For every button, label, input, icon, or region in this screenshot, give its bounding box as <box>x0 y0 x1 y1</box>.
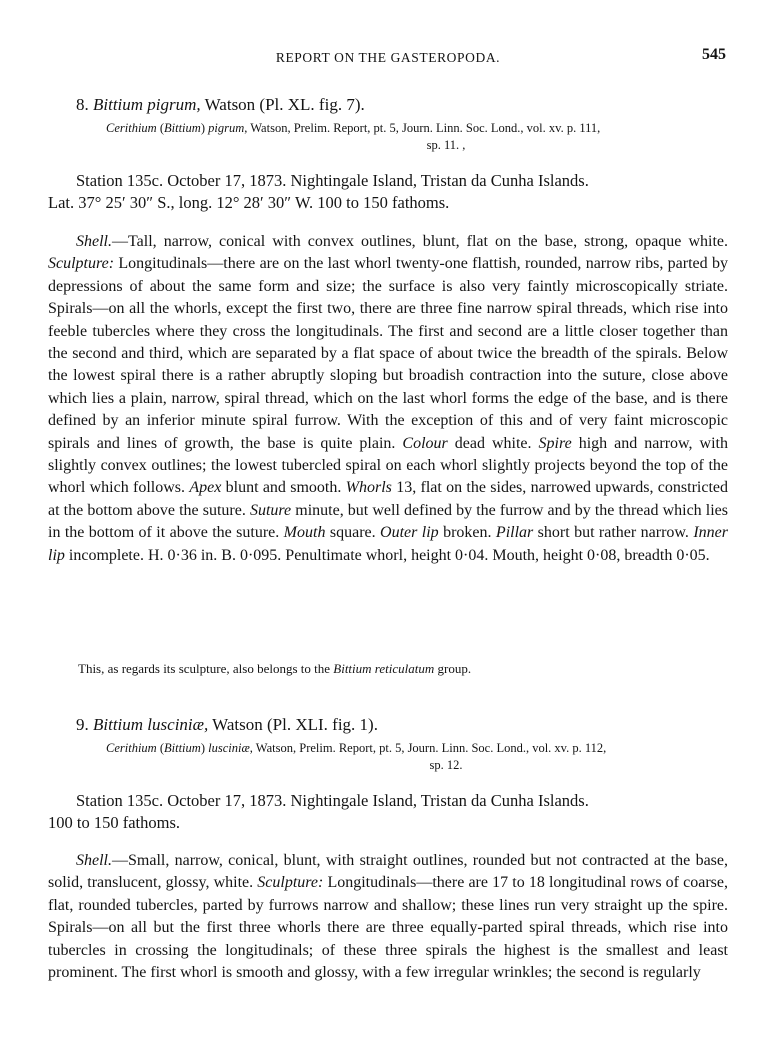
species-9-synonymy <box>48 740 776 774</box>
species-9-description <box>48 850 728 984</box>
species-name: Bittium pigrum, <box>93 95 201 114</box>
remark-species: Bittium reticulatum <box>333 661 435 676</box>
whorls-text: 13, flat on the sides, narrowed upwards, constricted at the bottom above the suture. <box>48 479 729 519</box>
suture-label: Suture <box>249 501 292 519</box>
species-number: 9. <box>76 715 89 734</box>
shell-label: Shell. <box>76 852 112 869</box>
station-line: Station 135c. October 17, 1873. Nightingale Island, Tristan da Cunha Islands. <box>76 171 589 190</box>
syn-reference: , Watson, Prelim. Report, pt. 5, Journ. Linn. Soc. Lond., vol. xv. p. 112, <box>249 741 607 755</box>
station-line: Lat. 37° 25′ 30″ S., long. 12° 28′ 30″ W. 100 to 150 fathoms. <box>48 193 450 212</box>
species-name: Bittium lusciniæ, <box>93 715 209 734</box>
spire-label: Spire <box>538 434 572 452</box>
species-8-title <box>48 94 728 116</box>
syn-genus: Cerithium <box>106 741 157 755</box>
colour-text: dead white. <box>447 434 539 452</box>
whorls-label: Whorls <box>345 479 392 497</box>
shell-label: Shell. <box>76 233 112 250</box>
description-paragraph <box>48 231 728 567</box>
page-number: 545 <box>702 46 726 63</box>
shell-text: —Tall, narrow, conical with convex outlines, blunt, flat on the base, strong, opaque white. <box>112 233 728 250</box>
remark-end: group. <box>434 661 472 676</box>
syn-paren: ( <box>156 741 164 755</box>
syn-paren: ) <box>200 121 209 135</box>
species-8-remark <box>48 660 758 678</box>
species-8-description <box>48 231 728 567</box>
outer-lip-label: Outer lip <box>380 524 439 542</box>
syn-species: pigrum <box>208 121 245 135</box>
sculpture-text: Longitudinals—there are 17 to 18 longitudinal rows of coarse, flat, rounded tubercles, parted by furrows narrow and shallow; these lines run very straight up the spire. Spirals—on all but the first three whorls there are three equally-parted spiral threads, which rise into tubercles in crossing the longitudinals; of these three spirals the highest is the smallest and least prominent. The first whorl is smooth and glossy, with a few irregular wrinkles; the second is regularly <box>48 874 729 982</box>
inner-lip-label: Inner lip <box>48 524 728 564</box>
species-9-station <box>48 790 756 834</box>
apex-text: blunt and smooth. <box>221 479 346 497</box>
station-line: Station 135c. October 17, 1873. Nightingale Island, Tristan da Cunha Islands. <box>76 791 589 810</box>
colour-label: Colour <box>402 434 448 452</box>
apex-label: Apex <box>189 479 222 497</box>
mouth-text: square. <box>325 524 381 542</box>
syn-paren: ) <box>200 741 209 755</box>
syn-paren: ( <box>156 121 164 135</box>
remark-text: This, as regards its sculpture, also belongs to the <box>78 661 334 676</box>
syn-reference-cont: sp. 12. <box>429 758 463 772</box>
species-author: Watson (Pl. XLI. fig. 1). <box>208 715 378 734</box>
species-8-synonymy <box>48 120 776 154</box>
syn-reference-cont: sp. 11. , <box>426 138 466 152</box>
station-line: 100 to 150 fathoms. <box>48 813 180 832</box>
syn-genus: Cerithium <box>106 121 157 135</box>
inner-lip-text: incomplete. H. 0·36 in. B. 0·095. Penultimate whorl, height 0·04. Mouth, height 0·08, breadth 0·05. <box>64 546 710 564</box>
sculpture-label: Sculpture: <box>48 255 115 273</box>
sculpture-label: Sculpture: <box>257 874 324 892</box>
description-paragraph <box>48 850 728 984</box>
syn-reference: , Watson, Prelim. Report, pt. 5, Journ. Linn. Soc. Lond., vol. xv. p. 111, <box>244 121 601 135</box>
suture-text: minute, but well defined by the furrow and by the thread which lies in the bottom of it above the suture. <box>48 501 729 542</box>
syn-species: lusciniæ <box>208 741 250 755</box>
species-8-station <box>48 170 756 214</box>
species-author: Watson (Pl. XL. fig. 7). <box>200 95 365 114</box>
running-head: REPORT ON THE GASTEROPODA. <box>275 50 501 65</box>
sculpture-text: Longitudinals—there are on the last whorl twenty-one flattish, rounded, narrow ribs, parted by depressions of about the same form and size; the surface is also very faintly microscopically striate. Spirals—on all the whorls, except the first two, there are three fine narrow spiral threads, which rise into feeble tubercles where they cross the longitudinals. The first and second are a little closer together than the second and third, which are separated by a flat space of about twice the breadth of the spirals. Below the lowest spiral there is a rather abruptly sloping but broadish contraction into the suture, close above which lies a plain, narrow, spiral thread, which on the last whorl forms the edge of the base, and is there defined by an inferior minute spiral furrow. With the exception of this and of very faint microscopic spirals and lines of growth, the base is quite plain. <box>48 255 728 452</box>
species-9-title <box>48 714 728 736</box>
spire-text: high and narrow, with slightly convex outlines; the lowest tubercled spiral on each whorl slightly projects beyond the top of the whorl which follows. <box>48 434 728 497</box>
mouth-label: Mouth <box>283 524 326 542</box>
species-number: 8. <box>76 95 89 114</box>
syn-subgenus: Bittium <box>164 741 201 755</box>
syn-subgenus: Bittium <box>164 121 201 135</box>
pillar-label: Pillar <box>495 524 534 542</box>
outer-lip-text: broken. <box>438 524 496 542</box>
pillar-text: short but rather narrow. <box>533 524 694 542</box>
shell-text: —Small, narrow, conical, blunt, with straight outlines, rounded but not contracted at the base, solid, translucent, glossy, white. <box>48 852 728 892</box>
page-header <box>0 46 776 68</box>
